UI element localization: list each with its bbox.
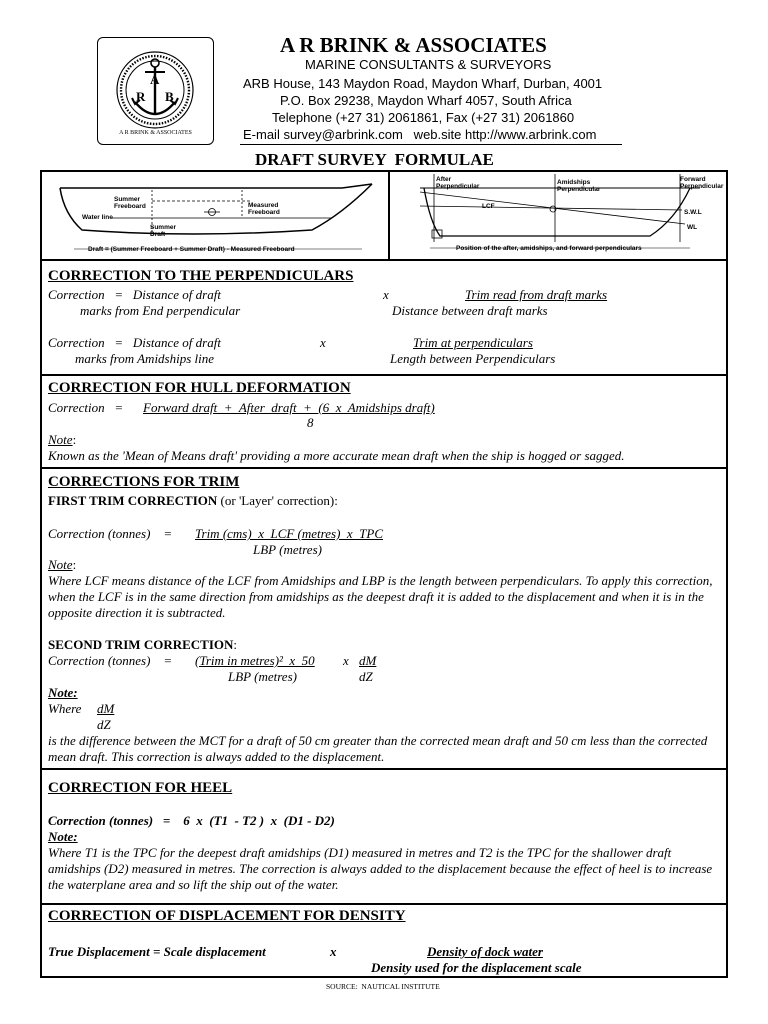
wl-label: WL	[687, 224, 698, 231]
logo-letter-a: A	[150, 72, 160, 87]
lcf-label: LCF	[482, 203, 495, 210]
perp-formula2-lhs-cont: marks from Amidships line	[75, 351, 215, 366]
company-address: ARB House, 143 Maydon Road, Maydon Wharf, Durban, 4001	[243, 76, 603, 91]
freeboard-diagram	[42, 172, 387, 258]
company-contact: E-mail survey@arbrink.com web.site http://www.arbrink.com	[243, 127, 597, 142]
second-trim-formula-dm: dM	[359, 653, 377, 668]
where-dz: dZ	[97, 717, 111, 732]
first-trim-heading: FIRST TRIM CORRECTION (or 'Layer' correction):	[48, 493, 338, 508]
company-pobox: P.O. Box 29238, Maydon Wharf 4057, South Africa	[280, 93, 572, 108]
heel-formula: Correction (tonnes) = 6 x (T1 - T2 ) x (D1 - D2)	[48, 813, 335, 828]
perp-formula1-lhs: Correction = Distance of draft	[48, 287, 221, 302]
anchor-emblem	[98, 38, 212, 143]
perpendiculars-title: CORRECTION TO THE PERPENDICULARS	[48, 268, 354, 284]
section-divider	[40, 374, 728, 376]
source-footer: SOURCE: NAUTICAL INSTITUTE	[326, 982, 440, 991]
section-divider	[40, 467, 728, 469]
density-formula-numerator: Density of dock water	[427, 944, 543, 959]
perp-formula1-denominator: Distance between draft marks	[392, 303, 548, 318]
logo-letter-b: B	[165, 89, 174, 104]
perp-formula2-times: x	[320, 335, 326, 350]
summer-draft-label: Summer Draft	[150, 224, 177, 238]
freeboard-caption: Draft = (Summer Freeboard + Summer Draft) - Measured Freeboard	[88, 246, 295, 253]
hull-deformation-title: CORRECTION FOR HULL DEFORMATION	[48, 380, 351, 396]
perp-formula2-denominator: Length between Perpendiculars	[390, 351, 556, 366]
heel-title: CORRECTION FOR HEEL	[48, 780, 233, 796]
hull-formula-numerator: Forward draft + After draft + (6 x Amidships draft)	[143, 400, 435, 415]
document-title: DRAFT SURVEY FORMULAE	[255, 150, 494, 169]
water-line-label: Water line	[82, 214, 113, 221]
perp-formula1-times: x	[383, 287, 389, 302]
perp-formula1-numerator: Trim read from draft marks	[465, 287, 608, 302]
logo-caption: A R BRINK & ASSOCIATES	[119, 130, 192, 136]
second-trim-formula-times: x	[343, 653, 349, 668]
company-phone: Telephone (+27 31) 2061861, Fax (+27 31) 2061860	[272, 110, 575, 125]
heel-note-label: Note:	[48, 829, 78, 844]
first-trim-formula-numerator: Trim (cms) x LCF (metres) x TPC	[195, 526, 384, 541]
swl-label: S.W.L	[684, 209, 702, 216]
perpendiculars-diagram	[390, 172, 726, 258]
perpendiculars-caption: Position of the after, amidships, and forward perpendiculars	[456, 245, 642, 252]
section-divider	[40, 259, 728, 261]
density-formula-times: x	[330, 944, 337, 959]
second-trim-formula-lhs: Correction (tonnes) =	[48, 653, 173, 668]
perp-formula2-numerator: Trim at perpendiculars	[413, 335, 533, 350]
section-divider	[40, 903, 728, 905]
measured-freeboard-label: Measured Freeboard	[248, 202, 280, 216]
second-trim-note-label: Note:	[48, 685, 78, 700]
trim-title: CORRECTIONS FOR TRIM	[48, 474, 240, 490]
hull-formula-denominator: 8	[307, 415, 314, 430]
amidships-perpendicular-label: Amidships Perpendicular	[557, 179, 601, 193]
density-formula-lhs: True Displacement = Scale displacement	[48, 944, 266, 959]
second-trim-note-text: is the difference between the MCT for a draft of 50 cm greater than the corrected mean draft and 50 cm less than the corrected mean draft. This correction is always added to the displacement.	[48, 733, 708, 764]
company-name: A R BRINK & ASSOCIATES	[280, 33, 547, 57]
first-trim-formula-lhs: Correction (tonnes) =	[48, 526, 173, 541]
second-trim-formula-numerator: (Trim in metres)² x 50	[195, 653, 315, 668]
hull-note-text: Known as the 'Mean of Means draft' providing a more accurate mean draft when the ship is hogged or sagged.	[48, 448, 625, 463]
where-label: Where	[48, 701, 82, 716]
first-trim-note-text: Where LCF means distance of the LCF from Amidships and LBP is the length between perpendiculars. To apply this correction, when the LCF is in the same direction from amidships as the deepest draft it is added to the displacement and when it is in the opposite direction it is subtracted.	[48, 573, 713, 620]
density-formula-denominator: Density used for the displacement scale	[371, 960, 582, 975]
hull-formula-lhs: Correction =	[48, 400, 124, 415]
hull-note-label: Note:	[48, 432, 77, 447]
second-trim-heading: SECOND TRIM CORRECTION:	[48, 637, 238, 652]
company-tagline: MARINE CONSULTANTS & SURVEYORS	[305, 57, 552, 72]
forward-perpendicular-label: Forward Perpendicular	[680, 176, 724, 190]
first-trim-formula-denominator: LBP (metres)	[253, 542, 322, 557]
heel-note-text: Where T1 is the TPC for the deepest draft amidships (D1) measured in metres and T2 is the TPC for the shallower draft amidships (D2) measured in metres. The correction is always added to the displacement because the effect of heel is to increase the waterplane area and so lift the ship out of the water.	[48, 845, 713, 892]
after-perpendicular-label: After Perpendicular	[436, 176, 480, 190]
where-dm: dM	[97, 701, 115, 716]
perp-formula2-lhs: Correction = Distance of draft	[48, 335, 221, 350]
second-trim-formula-denominator: LBP (metres)	[228, 669, 297, 684]
density-title: CORRECTION OF DISPLACEMENT FOR DENSITY	[48, 908, 406, 924]
company-logo	[97, 37, 214, 145]
header-divider	[240, 144, 622, 145]
perp-formula1-lhs-cont: marks from End perpendicular	[80, 303, 241, 318]
summer-freeboard-label: Summer Freeboard	[114, 196, 146, 210]
second-trim-formula-dz: dZ	[359, 669, 373, 684]
section-divider	[40, 768, 728, 770]
first-trim-note-label: Note:	[48, 557, 77, 572]
logo-letter-r: R	[136, 89, 146, 104]
